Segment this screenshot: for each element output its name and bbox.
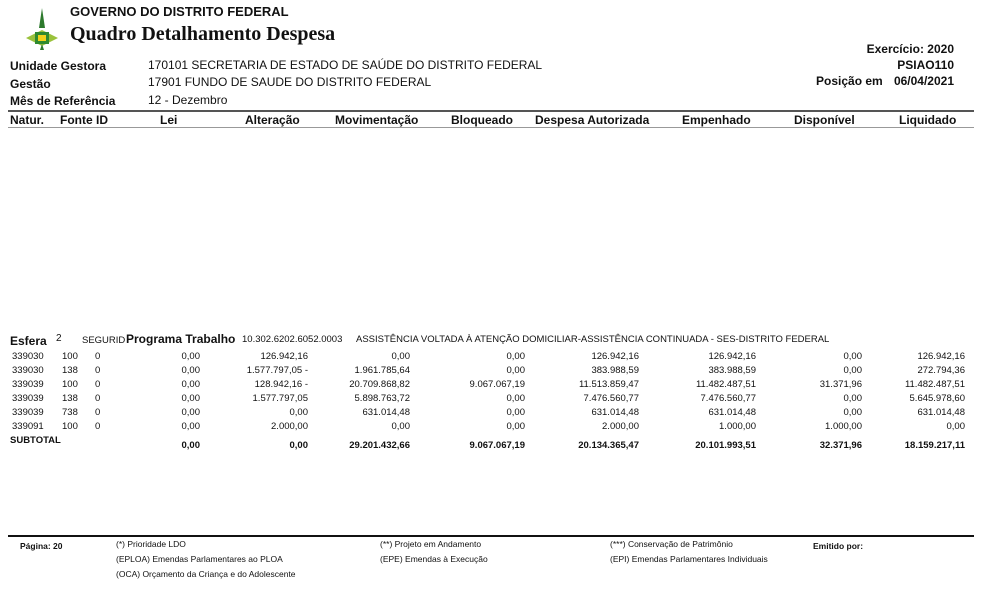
cell-movimenta-o: 0,00	[391, 351, 410, 362]
cell-dispon-vel: 31.371,96	[819, 379, 862, 390]
table-row	[0, 351, 986, 365]
table-row	[0, 393, 986, 407]
cell-despesa-autorizada: 11.513.859,47	[578, 379, 639, 390]
col-lei: Lei	[160, 113, 178, 127]
cell-id: 0	[95, 421, 101, 432]
cell-despesa-autorizada: 383.988,59	[591, 365, 639, 376]
cell-bloqueado: 0,00	[506, 351, 525, 362]
cell-fonte: 100	[62, 421, 78, 432]
report-code: PSIAO110	[897, 58, 954, 72]
subtotal-value: 0,00	[289, 440, 308, 451]
col-empenhado: Empenhado	[682, 113, 751, 127]
table-row	[0, 379, 986, 393]
cell-movimenta-o: 20.709.868,82	[349, 379, 410, 390]
cell-bloqueado: 0,00	[506, 365, 525, 376]
note: (**) Projeto em Andamento	[380, 539, 482, 549]
note: (EPLOA) Emendas Parlamentares ao PLOA	[116, 554, 283, 564]
cell-liquidado: 11.482.487,51	[904, 379, 965, 390]
cell-liquidado: 272.794,36	[917, 365, 965, 376]
col-bloqueado: Bloqueado	[451, 113, 513, 127]
cell-altera-o: 128.942,16 -	[254, 379, 308, 390]
cell-dispon-vel: 0,00	[843, 351, 862, 362]
esfera-label: Esfera	[10, 334, 47, 348]
exercicio: Exercício: 2020	[866, 42, 954, 56]
cell-id: 0	[95, 351, 101, 362]
cell-empenhado: 383.988,59	[708, 365, 756, 376]
col-liquidado: Liquidado	[899, 113, 957, 127]
col-disponivel: Disponível	[794, 113, 855, 127]
col-fonte-id: Fonte ID	[60, 113, 108, 127]
subtotal-value: 20.134.365,47	[578, 440, 639, 451]
cell-lei: 0,00	[181, 351, 200, 362]
cell-dispon-vel: 1.000,00	[825, 421, 862, 432]
cell-dispon-vel: 0,00	[843, 365, 862, 376]
cell-natur: 339030	[12, 351, 44, 362]
cell-natur: 339039	[12, 393, 44, 404]
divider	[8, 535, 974, 537]
cell-despesa-autorizada: 631.014,48	[591, 407, 639, 418]
posicao-date: 06/04/2021	[893, 74, 954, 88]
mes-value: 12 - Dezembro	[148, 93, 228, 107]
note: (OCA) Orçamento da Criança e do Adolescente	[116, 569, 296, 579]
cell-empenhado: 126.942,16	[708, 351, 756, 362]
cell-fonte: 138	[62, 393, 78, 404]
cell-liquidado: 631.014,48	[917, 407, 965, 418]
cell-movimenta-o: 5.898.763,72	[354, 393, 410, 404]
unidade-gestora-value: 170101 SECRETARIA DE ESTADO DE SAÚDE DO DISTRITO FEDERAL	[148, 58, 543, 72]
cell-id: 0	[95, 393, 101, 404]
cell-fonte: 738	[62, 407, 78, 418]
cell-altera-o: 126.942,16	[260, 351, 308, 362]
government-name: GOVERNO DO DISTRITO FEDERAL	[70, 4, 289, 19]
col-movimentacao: Movimentação	[335, 113, 419, 127]
cell-liquidado: 5.645.978,60	[909, 393, 965, 404]
cell-bloqueado: 0,00	[506, 393, 525, 404]
table-row	[0, 365, 986, 379]
divider	[8, 127, 974, 128]
cell-id: 0	[95, 365, 101, 376]
esfera-value: 2	[56, 333, 62, 344]
page-title: Quadro Detalhamento Despesa	[70, 23, 336, 45]
cell-despesa-autorizada: 2.000,00	[602, 421, 639, 432]
programa-code: 10.302.6202.6052.0003	[242, 334, 343, 345]
col-despesa-autorizada: Despesa Autorizada	[535, 113, 650, 127]
cell-bloqueado: 0,00	[506, 407, 525, 418]
cell-bloqueado: 0,00	[506, 421, 525, 432]
unidade-gestora-label: Unidade Gestora	[10, 59, 107, 73]
subtotal-value: 18.159.217,11	[904, 440, 965, 451]
gdf-logo	[22, 8, 62, 50]
cell-altera-o: 1.577.797,05 -	[246, 365, 308, 376]
page-number: Página: 20	[20, 541, 63, 551]
gestao-label: Gestão	[10, 77, 51, 91]
subtotal-value: 32.371,96	[819, 440, 862, 451]
cell-movimenta-o: 1.961.785,64	[354, 365, 410, 376]
cell-natur: 339039	[12, 407, 44, 418]
cell-altera-o: 2.000,00	[271, 421, 308, 432]
posicao-label: Posição em	[816, 74, 883, 88]
cell-liquidado: 0,00	[946, 421, 965, 432]
programa-label: Programa Trabalho	[126, 332, 236, 346]
subtotal-value: 20.101.993,51	[695, 440, 756, 451]
gestao-value: 17901 FUNDO DE SAUDE DO DISTRITO FEDERAL	[148, 75, 432, 89]
cell-altera-o: 1.577.797,05	[252, 393, 308, 404]
programa-desc: ASSISTÊNCIA VOLTADA À ATENÇÃO DOMICILIAR-ASSISTÊNCIA CONTINUADA - SES-DISTRITO FEDERAL	[356, 334, 830, 345]
esfera-name: SEGURID	[82, 335, 126, 346]
cell-empenhado: 11.482.487,51	[695, 379, 756, 390]
note: (EPE) Emendas à Execução	[380, 554, 488, 564]
cell-empenhado: 631.014,48	[708, 407, 756, 418]
cell-lei: 0,00	[181, 365, 200, 376]
cell-bloqueado: 9.067.067,19	[469, 379, 525, 390]
mes-label: Mês de Referência	[10, 94, 116, 108]
divider	[8, 110, 974, 112]
cell-id: 0	[95, 379, 101, 390]
cell-lei: 0,00	[181, 407, 200, 418]
cell-empenhado: 1.000,00	[719, 421, 756, 432]
cell-natur: 339091	[12, 421, 44, 432]
cell-altera-o: 0,00	[289, 407, 308, 418]
cell-dispon-vel: 0,00	[843, 407, 862, 418]
table-row	[0, 407, 986, 421]
subtotal-value: 29.201.432,66	[349, 440, 410, 451]
col-alteracao: Alteração	[245, 113, 300, 127]
cell-empenhado: 7.476.560,77	[700, 393, 756, 404]
cell-lei: 0,00	[181, 379, 200, 390]
cell-despesa-autorizada: 126.942,16	[591, 351, 639, 362]
col-natur: Natur.	[10, 113, 45, 127]
subtotal-value: 9.067.067,19	[469, 440, 525, 451]
subtotal-label: SUBTOTAL	[10, 435, 61, 446]
subtotal-row	[0, 435, 986, 451]
cell-natur: 339039	[12, 379, 44, 390]
cell-fonte: 138	[62, 365, 78, 376]
emitido-por: Emitido por:	[813, 541, 864, 551]
note: (*) Prioridade LDO	[116, 539, 186, 549]
cell-despesa-autorizada: 7.476.560,77	[583, 393, 639, 404]
cell-natur: 339030	[12, 365, 44, 376]
subtotal-value: 0,00	[181, 440, 200, 451]
cell-fonte: 100	[62, 379, 78, 390]
cell-liquidado: 126.942,16	[917, 351, 965, 362]
cell-dispon-vel: 0,00	[843, 393, 862, 404]
table-row	[0, 421, 986, 435]
note: (EPI) Emendas Parlamentares Individuais	[610, 554, 768, 564]
cell-lei: 0,00	[181, 393, 200, 404]
cell-movimenta-o: 631.014,48	[362, 407, 410, 418]
cell-lei: 0,00	[181, 421, 200, 432]
cell-movimenta-o: 0,00	[391, 421, 410, 432]
cell-id: 0	[95, 407, 101, 418]
cell-fonte: 100	[62, 351, 78, 362]
note: (***) Conservação de Patrimônio	[610, 539, 733, 549]
